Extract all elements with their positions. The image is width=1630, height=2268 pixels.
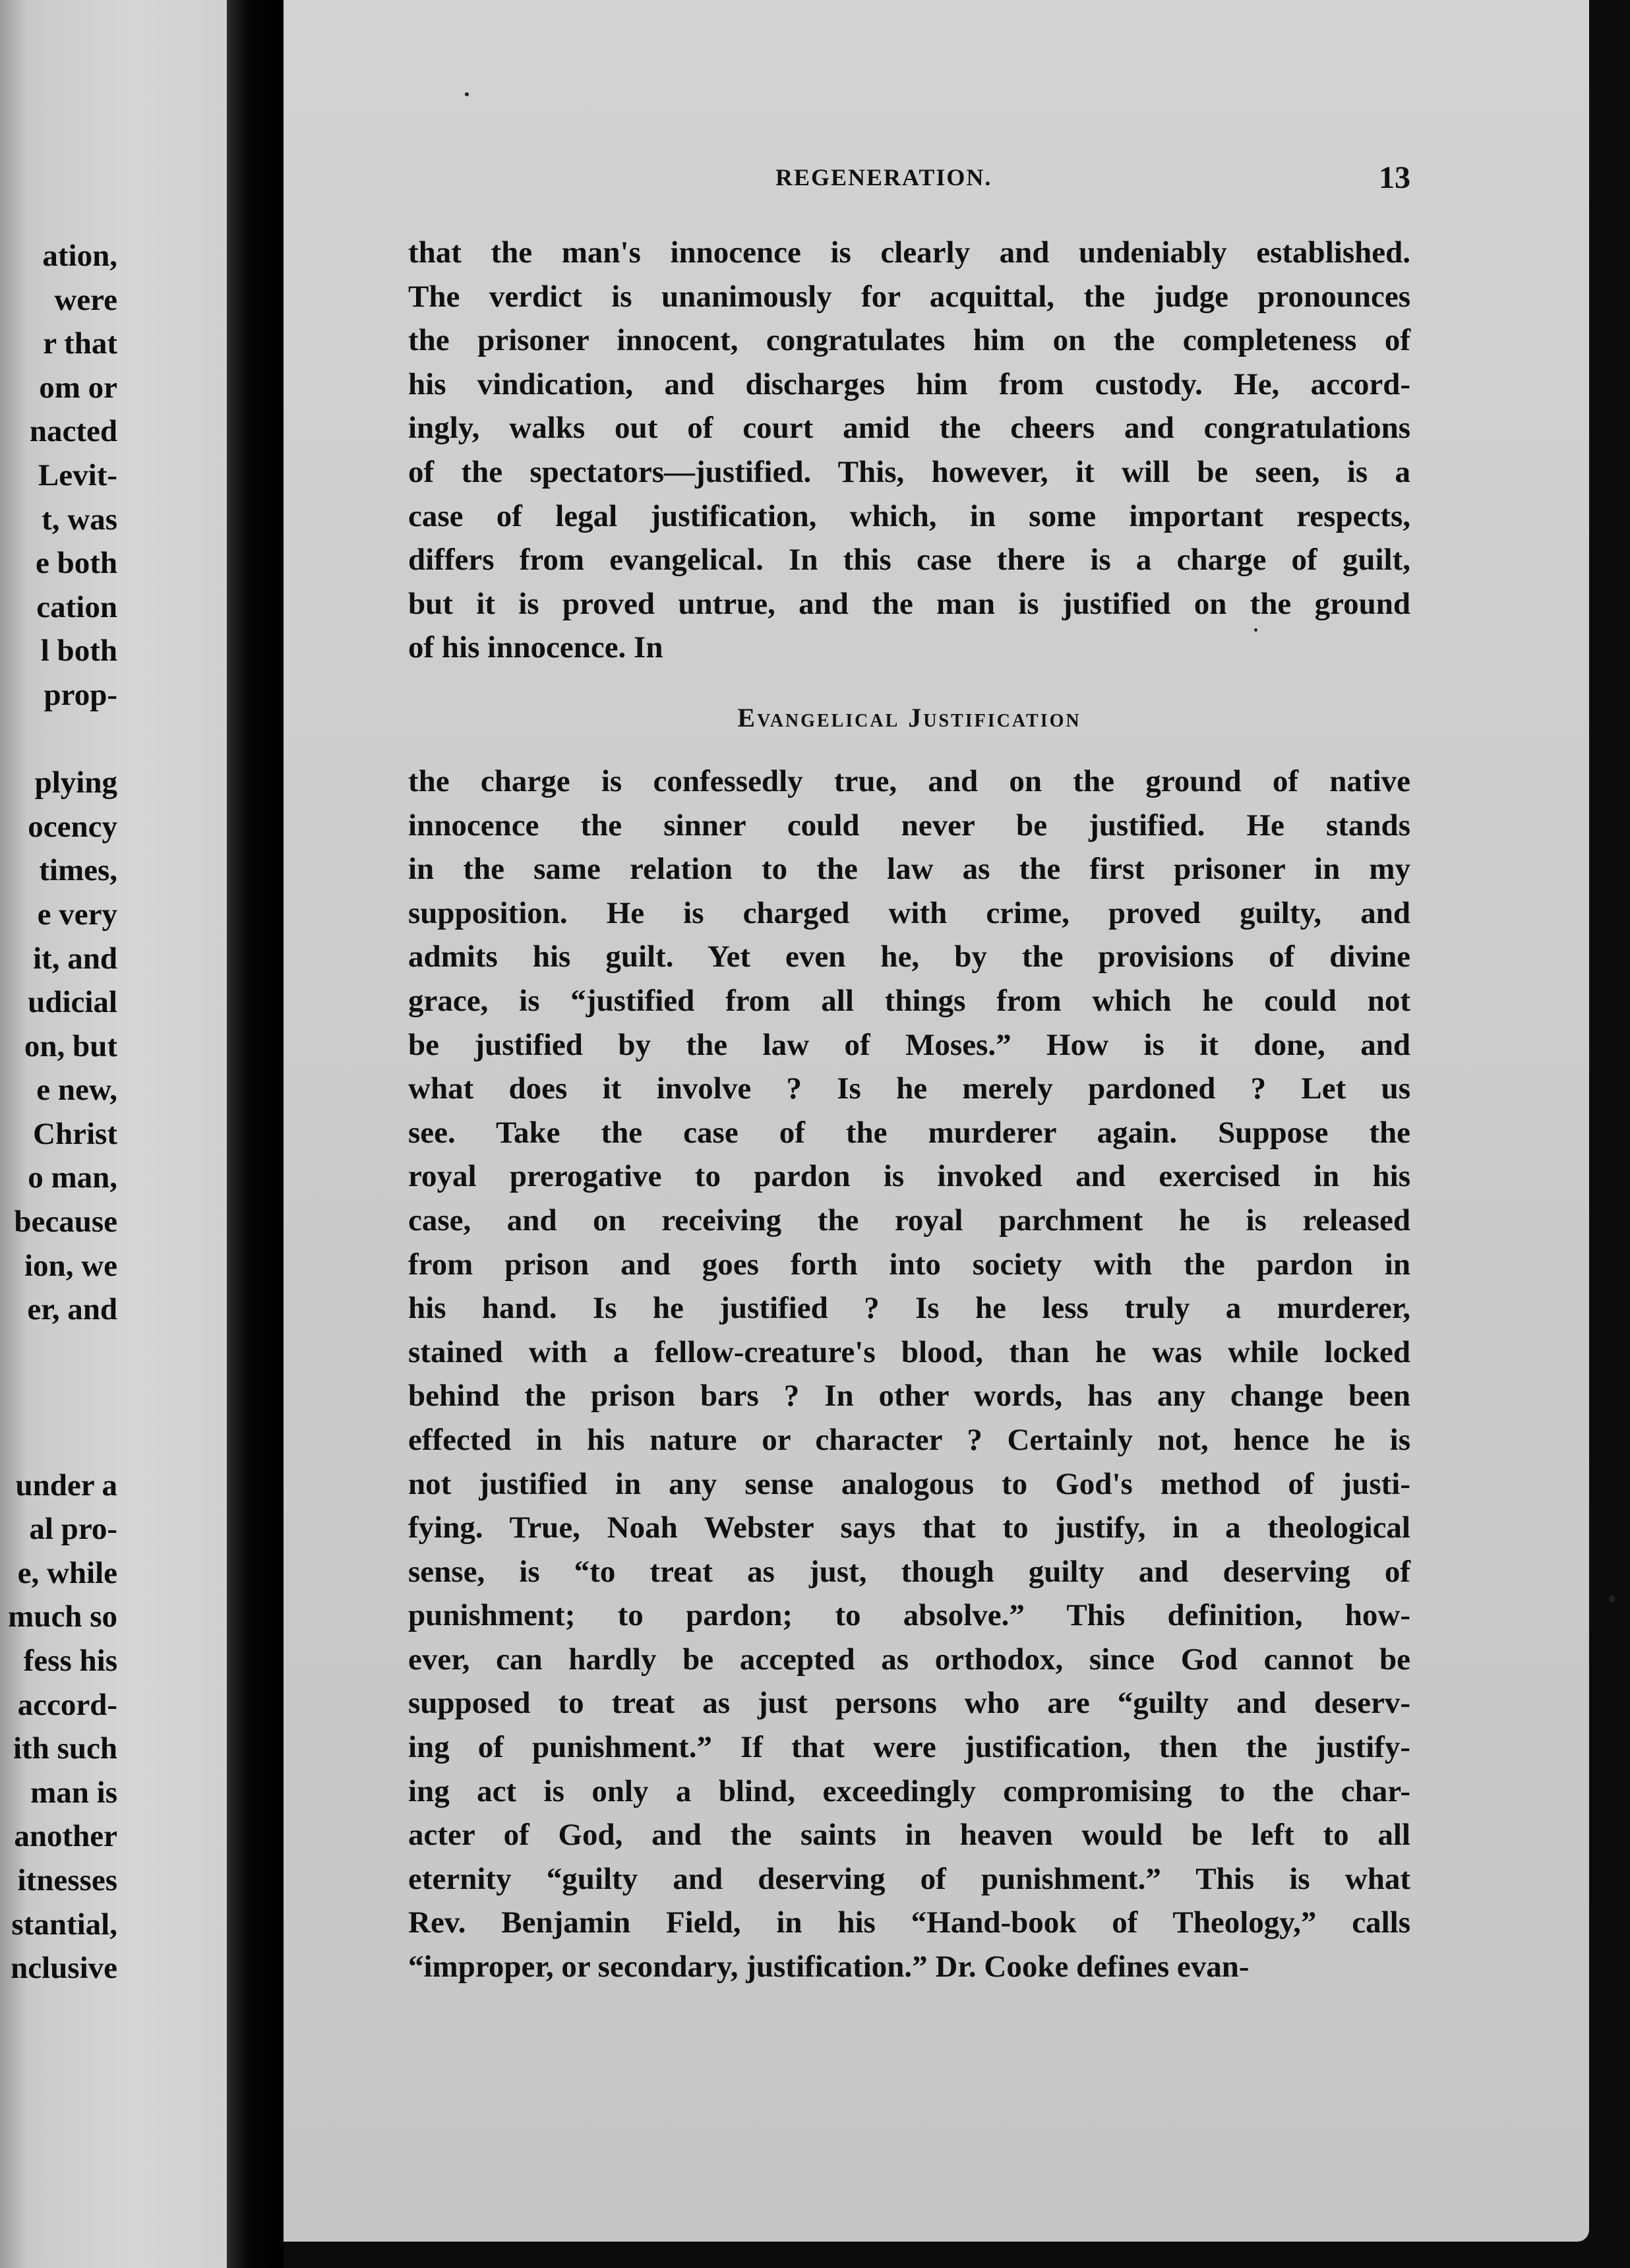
text-line: be justified by the law of Moses.” How is it done, and xyxy=(408,1027,1410,1062)
text-line: ing of punishment.” If that were justification, then the justify- xyxy=(408,1730,1410,1765)
left-fragment-line: om or xyxy=(39,370,117,405)
text-line: that the man's innocence is clearly and undeniably established. xyxy=(408,235,1410,270)
section-heading: Evangelical Justification xyxy=(737,703,1081,732)
left-fragment-line: e very xyxy=(37,897,117,932)
text-line: what does it involve ? Is he merely pardoned ? Let us xyxy=(408,1071,1410,1106)
text-line: admits his guilt. Yet even he, by the provisions of divine xyxy=(408,940,1410,974)
text-line: eternity “guilty and deserving of punishment.” This is what xyxy=(408,1861,1410,1896)
running-title: REGENERATION. xyxy=(775,164,992,191)
left-fragment-line xyxy=(0,717,117,761)
paper-speck xyxy=(1609,1596,1615,1602)
left-page-text-fragments xyxy=(0,234,117,1990)
left-fragment-line: r that xyxy=(43,326,117,361)
text-line: “improper, or secondary, justification.” Dr. Cooke defines evan- xyxy=(408,1950,1250,1984)
left-fragment-line: ocency xyxy=(28,809,117,844)
left-fragment-line: al pro- xyxy=(29,1512,117,1547)
text-line: grace, is “justified from all things from which he could not xyxy=(408,983,1410,1018)
left-fragment-line: under a xyxy=(15,1468,117,1503)
left-fragment-line: plying xyxy=(34,765,117,800)
text-line: behind the prison bars ? In other words, has any change been xyxy=(408,1379,1410,1414)
text-line: supposition. He is charged with crime, proved guilty, and xyxy=(408,895,1410,930)
left-fragment-line: Levit- xyxy=(38,458,117,492)
left-fragment-line: prop- xyxy=(44,677,117,712)
text-line: effected in his nature or character ? Certainly not, hence he is xyxy=(408,1422,1410,1457)
left-fragment-line: cation xyxy=(36,589,117,624)
left-fragment-line xyxy=(0,1332,117,1376)
page-number: 13 xyxy=(1379,160,1410,195)
paragraph-legal-justification xyxy=(408,231,1410,670)
text-line: of the spectators—justified. This, however, it will be seen, is a xyxy=(408,454,1410,489)
text-line: punishment; to pardon; to absolve.” This definition, how- xyxy=(408,1598,1410,1633)
text-line: see. Take the case of the murderer again. Suppose the xyxy=(408,1115,1410,1150)
left-fragment-line: were xyxy=(54,282,117,317)
text-line: ever, can hardly be accepted as orthodox, since God cannot be xyxy=(408,1642,1410,1677)
text-line: ingly, walks out of court amid the cheers and congratulations xyxy=(408,411,1410,446)
left-fragment-line: nclusive xyxy=(11,1951,117,1986)
text-line: of his innocence. In xyxy=(408,630,663,665)
left-fragment-line: e new, xyxy=(36,1073,117,1108)
paper-speck xyxy=(1254,628,1257,632)
left-fragment-line: much so xyxy=(8,1599,117,1634)
left-fragment-line: ith such xyxy=(13,1731,117,1766)
text-line: acter of God, and the saints in heaven would be left to all xyxy=(408,1818,1410,1853)
left-fragment-line xyxy=(0,1419,117,1464)
text-line: from prison and goes forth into society with the pardon in xyxy=(408,1247,1410,1282)
text-line: his hand. Is he justified ? Is he less truly a murderer, xyxy=(408,1291,1410,1326)
left-fragment-line: because xyxy=(14,1205,117,1239)
text-line: sense, is “to treat as just, though guilty and deserving of xyxy=(408,1554,1410,1589)
left-fragment-line: ion, we xyxy=(24,1248,117,1283)
text-line: stained with a fellow-creature's blood, than he was while locked xyxy=(408,1334,1410,1369)
text-line: fying. True, Noah Webster says that to justify, in a theological xyxy=(408,1510,1410,1545)
text-line: not justified in any sense analogous to God's method of justi- xyxy=(408,1466,1410,1501)
text-line: case of legal justification, which, in some important respects, xyxy=(408,498,1410,533)
left-fragment-line: e, while xyxy=(17,1555,117,1590)
text-line: royal prerogative to pardon is invoked and exercised in his xyxy=(408,1159,1410,1194)
left-fragment-line: stantial, xyxy=(11,1907,117,1942)
text-line: The verdict is unanimously for acquittal, the judge pronounces xyxy=(408,279,1410,314)
left-fragment-line: ation, xyxy=(42,239,117,273)
left-fragment-line: nacted xyxy=(29,414,117,449)
left-fragment-line: on, but xyxy=(24,1029,117,1063)
left-fragment-line: times, xyxy=(39,853,117,888)
left-fragment-line: e both xyxy=(35,546,117,581)
left-fragment-line: t, was xyxy=(42,502,117,537)
left-fragment-line: l both xyxy=(40,634,117,669)
text-line: in the same relation to the law as the first prisoner in my xyxy=(408,852,1410,887)
text-line: but it is proved untrue, and the man is justified on the ground xyxy=(408,586,1410,621)
text-line: ing act is only a blind, exceedingly compromising to the char- xyxy=(408,1774,1410,1808)
text-line: differs from evangelical. In this case there is a charge of guilt, xyxy=(408,543,1410,578)
page-header xyxy=(408,160,1410,199)
text-line: innocence the sinner could never be justified. He stands xyxy=(408,808,1410,843)
paper-speck xyxy=(465,92,469,96)
text-line: case, and on receiving the royal parchment he is released xyxy=(408,1203,1410,1238)
left-fragment-line: o man, xyxy=(28,1160,117,1195)
left-fragment-line: fess his xyxy=(23,1644,117,1678)
left-fragment-line: udicial xyxy=(28,985,117,1020)
left-fragment-line: another xyxy=(14,1819,117,1854)
left-fragment-line: accord- xyxy=(17,1687,117,1722)
book-gutter xyxy=(227,0,284,2268)
left-fragment-line xyxy=(0,1375,117,1419)
text-line: his vindication, and discharges him from custody. He, accord- xyxy=(408,367,1410,402)
left-fragment-line: man is xyxy=(30,1775,117,1810)
left-page-fragment xyxy=(0,0,227,2268)
text-line: Rev. Benjamin Field, in his “Hand-book of Theology,” calls xyxy=(408,1905,1410,1940)
paragraph-evangelical-justification xyxy=(408,760,1410,1989)
text-line: the prisoner innocent, congratulates him on the completeness of xyxy=(408,323,1410,358)
text-line: supposed to treat as just persons who are “guilty and deserv- xyxy=(408,1686,1410,1721)
left-fragment-line: itnesses xyxy=(17,1863,117,1897)
left-fragment-line: er, and xyxy=(27,1292,117,1327)
left-fragment-line: it, and xyxy=(33,941,117,976)
left-fragment-line: Christ xyxy=(33,1116,117,1151)
text-line: the charge is confessedly true, and on the ground of native xyxy=(408,764,1410,798)
